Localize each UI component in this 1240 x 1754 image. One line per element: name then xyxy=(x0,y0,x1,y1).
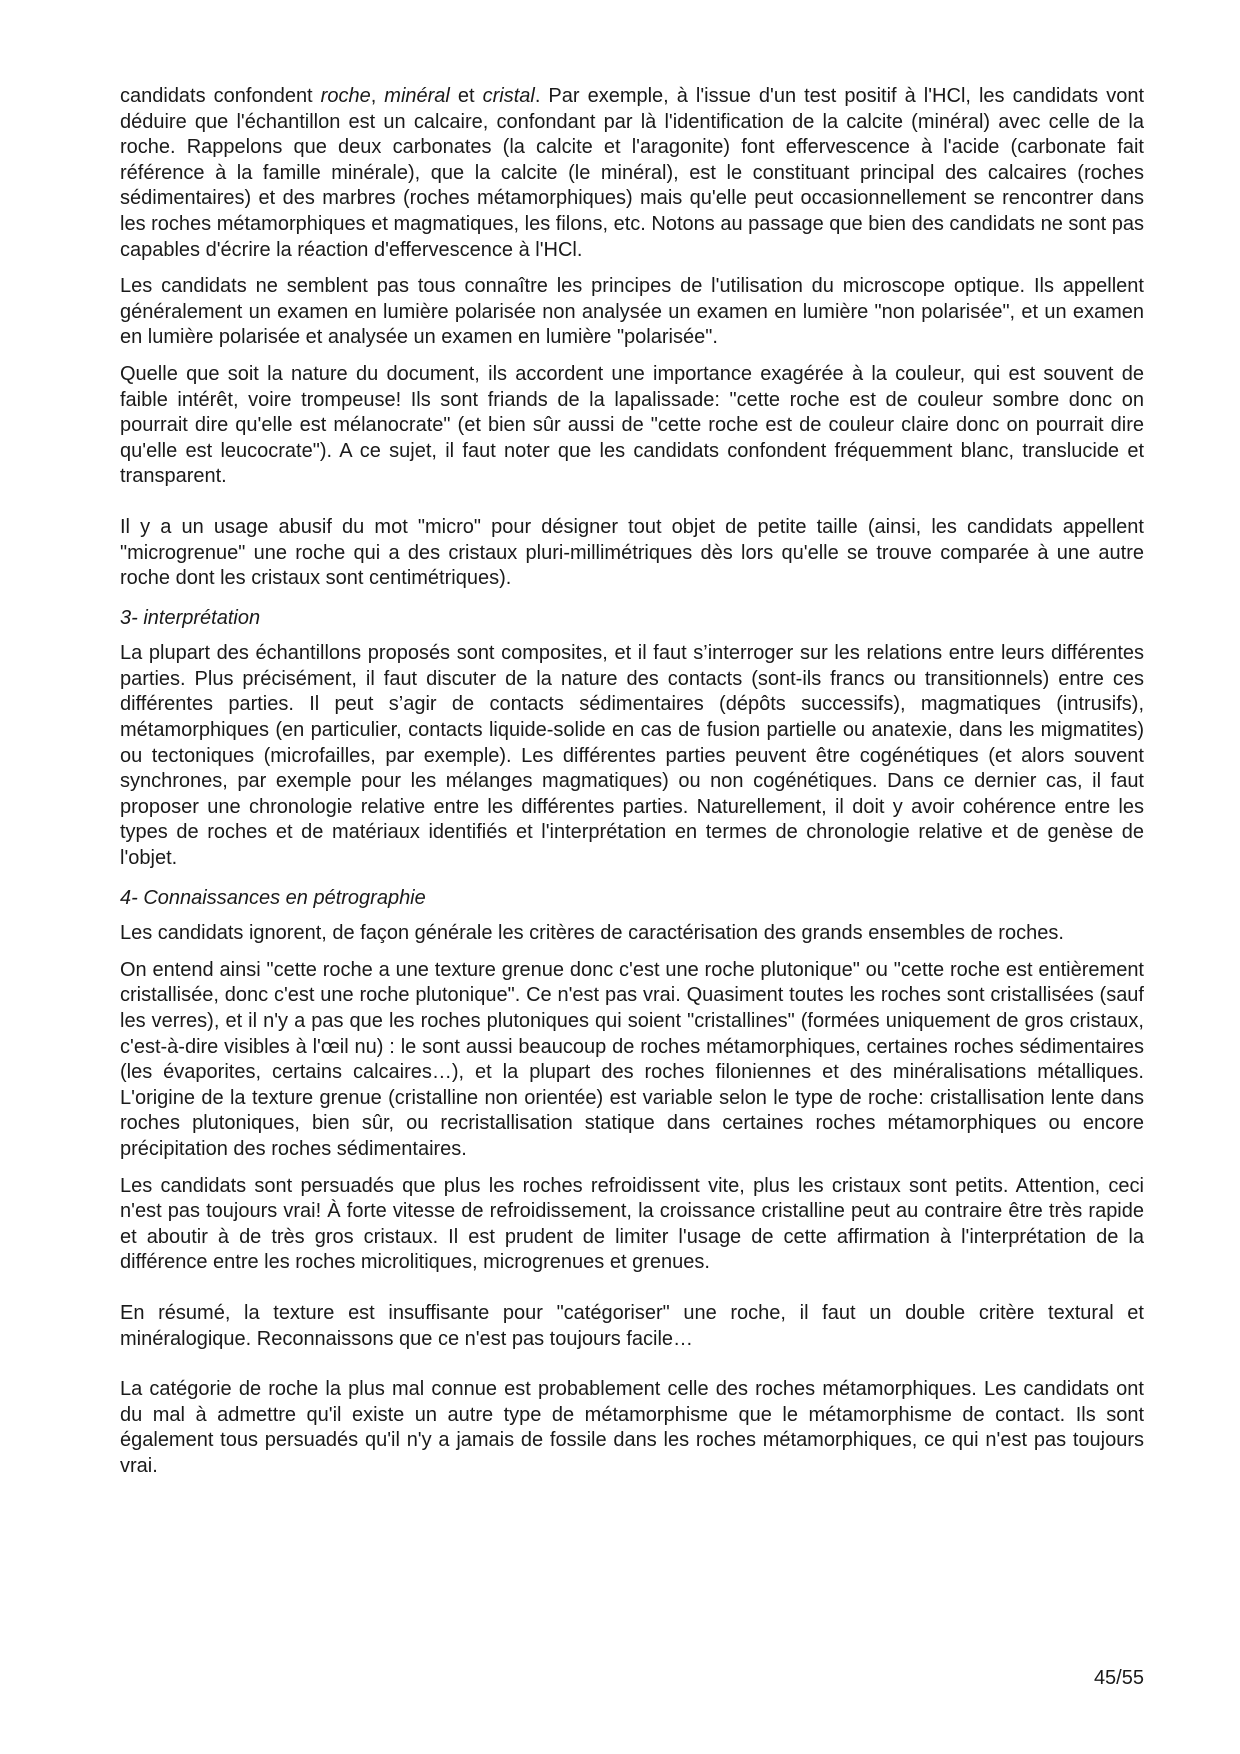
term-roche: roche xyxy=(320,85,371,107)
section-heading-interpretation: 3- interprétation xyxy=(120,606,261,629)
section-heading-petrographie: 4- Connaissances en pétrographie xyxy=(120,886,426,909)
paragraph-micro: Il y a un usage abusif du mot "micro" pour désigner tout objet de petite taille (ainsi, les candidats appellent "microgrenue" une roche qui a des cristaux pluri-millimétriques dès lors qu'elle se trouve comparée à une autre roche dont les cristaux sont centimétriques). xyxy=(120,515,1144,590)
term-mineral: minéral xyxy=(384,85,450,107)
paragraph-metamorphisme: La catégorie de roche la plus mal connue est probablement celle des roches métamorphiques. Les candidats ont du mal à admettre qu'il existe un autre type de métamorphisme que le métamorphisme de contact. Ils sont également tous persuadés qu'il n'y a jamais de fossile dans les roches métamorphiques, ce qui n'est pas toujours vrai. xyxy=(120,1378,1144,1477)
paragraph-roche-mineral-cristal: candidats confondent roche, minéral et cristal. Par exemple, à l'issue d'un test positif à l'HCl, les candidats vont déduire que l'échantillon est un calcaire, confondant par là l'identification de la calcite (minéral) avec celle de la roche. Rappelons que deux carbonates (la calcite et l'aragonite) font effervescence à l'acide (carbonate fait référence à la famille minérale), que la calcite (le minéral), est le constituant principal des calcaires (roches sédimentaires) et des marbres (roches métamorphiques) mais qu'elle peut occasionnellement se rencontrer dans les roches métamorphiques et magmatiques, les filons, etc. Notons au passage que bien des candidats ne sont pas capables d'écrire la réaction d'effervescence à l'HCl. xyxy=(120,85,1145,261)
paragraph-microscope: Les candidats ne semblent pas tous connaître les principes de l'utilisation du microscope optique. Ils appellent généralement un examen en lumière polarisée non analysée un examen en lumière "non polarisée", et un examen en lumière polarisée et analysée un examen en lumière "polarisée". xyxy=(120,275,1144,349)
paragraph-refroidissement: Les candidats sont persuadés que plus les roches refroidissent vite, plus les cristaux sont petits. Attention, ceci n'est pas toujours vrai! À forte vitesse de refroidissement, la croissance cristalline peut au contraire être très rapide et aboutir à de très gros cristaux. Il est prudent de limiter l'usage de cette affirmation à l'interprétation de la différence entre les roches microlitiques, microgrenues et grenues. xyxy=(120,1174,1144,1274)
page-number: 45/55 xyxy=(1093,1667,1144,1689)
paragraph-texture-grenue: On entend ainsi "cette roche a une texture grenue donc c'est une roche plutonique" ou "cette roche est entièrement cristallisée, donc c'est une roche plutonique". Ce n'est pas vrai. Quasiment toutes les roches sont cristallisées (sauf les verres), et il n'y a pas que les roches plutoniques qui soient "cristallines" (formées uniquement de gros cristaux, c'est-à-dire visibles à l'œil nu) : le sont aussi beaucoup de roches métamorphiques, certaines roches sédimentaires (les évaporites, certains calcaires…), et la plupart des roches filoniennes et des minéralisations métalliques. L'origine de la texture grenue (cristalline non orientée) est variable selon le type de roche: cristallisation lente dans roches plutoniques, bien sûr, ou recristallisation statique dans certaines roches métamorphiques ou encore précipitation des roches sédimentaires. xyxy=(120,958,1144,1160)
term-cristal: cristal xyxy=(482,85,535,107)
paragraph-interpretation: La plupart des échantillons proposés sont composites, et il faut s’interroger sur les relations entre leurs différentes parties. Plus précisément, il faut discuter de la nature des contacts (sont-ils francs ou transitionnels) entre ces différentes parties. Il peut s’agir de contacts sédimentaires (dépôts successifs), magmatiques (intrusifs), métamorphiques (en particulier, contacts liquide-solide en cas de fusion partielle ou anatexie, dans les migmatites) ou tectoniques (microfailles, par exemple). Les différentes parties peuvent être cogénétiques (et alors souvent synchrones, par exemple pour les mélanges magmatiques) ou non cogénétiques. Dans ce dernier cas, il faut proposer une chronologie relative entre les différentes parties. Naturellement, il doit y avoir cohérence entre les types de roches et de matériaux identifiés et l'interprétation en termes de chronologie relative et de genèse de l'objet. xyxy=(120,642,1144,870)
paragraph-criteres: Les candidats ignorent, de façon générale les critères de caractérisation des grands ensembles de roches. xyxy=(120,922,1064,945)
paragraph-resume: En résumé, la texture est insuffisante pour "catégoriser" une roche, il faut un double critère textural et minéralogique. Reconnaissons que ce n'est pas toujours facile… xyxy=(120,1301,1144,1350)
paragraph-couleur: Quelle que soit la nature du document, ils accordent une importance exagérée à la couleur, qui est souvent de faible intérêt, voire trompeuse! Ils sont friands de la lapalissade: "cette roche est de couleur sombre donc on pourrait dire qu'elle est mélanocrate" (et bien sûr aussi de "cette roche est de couleur claire donc on pourrait dire qu'elle est leucocrate"). A ce sujet, il faut noter que les candidats confondent fréquemment blanc, translucide et transparent. xyxy=(120,362,1144,488)
